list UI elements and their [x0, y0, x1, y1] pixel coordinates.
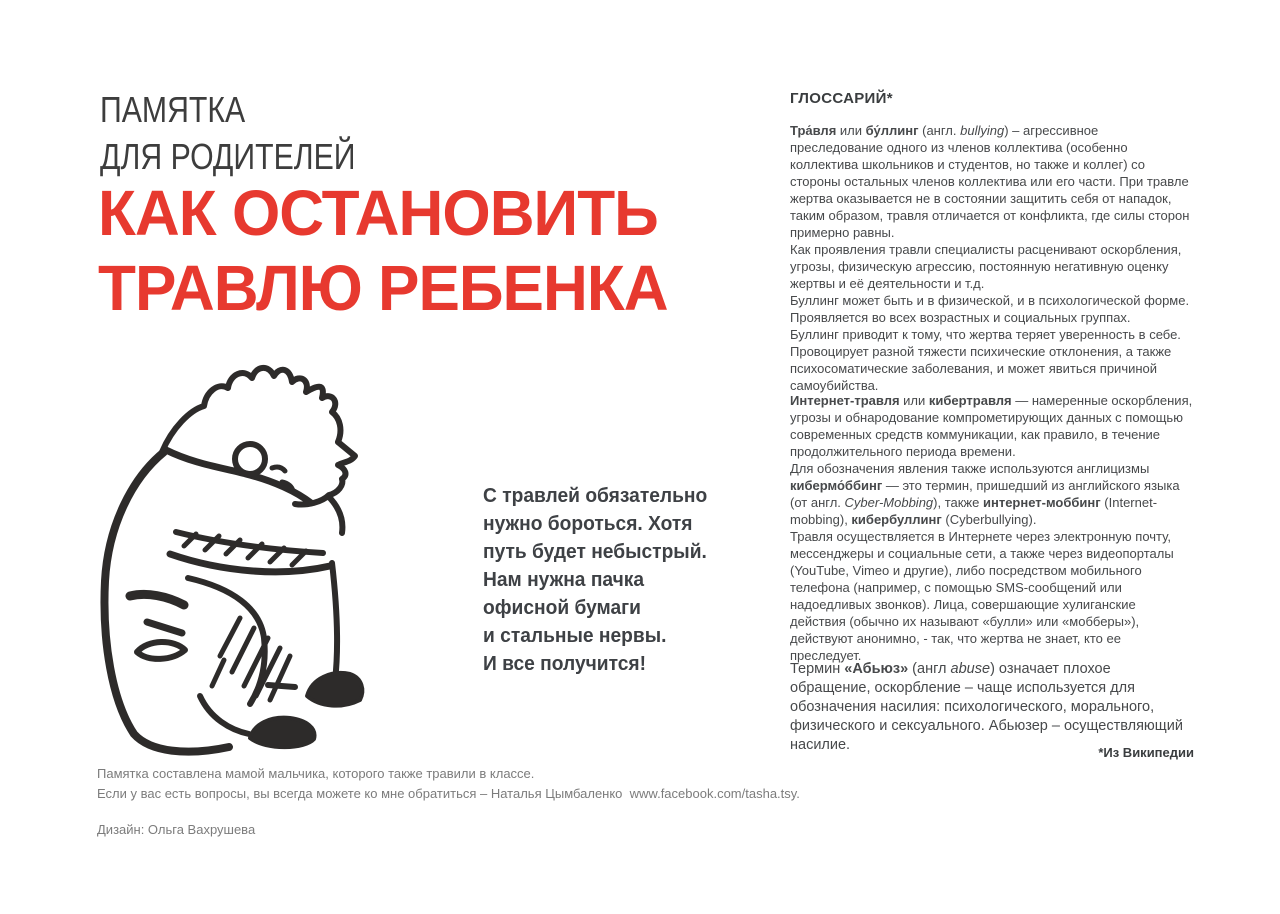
quote-line: и стальные нервы.	[483, 625, 667, 647]
glossary-text-segment: bullying	[960, 123, 1005, 138]
design-credit: Дизайн: Ольга Вахрушева	[97, 822, 256, 837]
glossary-text-segment: (англ.	[918, 123, 961, 138]
quote-line: С травлей обязательно	[483, 485, 708, 507]
glossary-text-segment: (Cyberbullying).	[941, 512, 1037, 527]
glossary-text-segment: (Internet-mobbing),	[790, 495, 1158, 527]
glossary-paragraph-bullying	[790, 122, 1194, 394]
glossary-text-segment: — это термин, пришедший из английского языка (от англ.	[790, 478, 1180, 510]
glossary-text-segment: ) означает плохое обращение, оскорбление – чаще используется для обозначения насилия: психологического, морального, физического и сексуального. Абьюзер – осуществляющий насилие.	[790, 661, 1183, 753]
quote-line: Нам нужна пачка	[483, 569, 645, 591]
footer-line-1: Памятка составлена мамой мальчика, которого также травили в классе.	[97, 766, 535, 781]
glossary-text-segment: или	[836, 123, 866, 138]
child-hugging-knees-illustration	[92, 356, 484, 768]
glossary-text-segment: Для обозначения явления также используются англицизмы	[790, 461, 1150, 476]
title-line-1: КАК ОСТАНОВИТЬ	[98, 177, 658, 249]
glossary-paragraph-abuse	[790, 660, 1194, 755]
glossary-text-segment: Как проявления травли специалисты расценивают оскорбления, угрозы, физическую агрессию, постоянную негативную оценку жертвы и её деятельности и т.д.	[790, 242, 1182, 291]
glossary-text-segment: Cyber-Mobbing	[844, 495, 934, 510]
glossary-text-segment: Провоцирует разной тяжести психические отклонения, а также психосоматические заболевания, и может явиться причиной самоубийства.	[790, 344, 1172, 393]
glossary-text-segment: Проявляется во всех возрастных и социальных группах.	[790, 310, 1131, 325]
glossary-text-segment: интернет-моббинг	[982, 495, 1101, 510]
wikipedia-footnote: *Из Википедии	[1098, 745, 1194, 760]
glossary-heading: ГЛОССАРИЙ*	[790, 90, 893, 107]
glossary-text-segment: (англ	[908, 661, 951, 677]
glossary-text-segment: ) – агрессивное преследование одного из членов коллектива (особенно коллектива школьников и студентов, но также и коллег) со стороны остальных членов коллектива или его части. При травле жертва оказывается не в состоянии защитить себя от нападок, таким образом, травля отличается от конфликта, где силы сторон примерно равны.	[790, 123, 1190, 240]
glossary-text-segment: бу́ллинг	[865, 123, 919, 138]
glossary-text-segment: или	[899, 393, 929, 408]
glossary-text-segment: «Абьюз»	[844, 661, 909, 677]
glossary-text-segment: Термин	[790, 661, 845, 677]
glossary-paragraph-cyberbullying	[790, 392, 1194, 664]
document-kicker	[100, 86, 356, 180]
quote-line: И все получится!	[483, 653, 647, 675]
footer-line-2	[97, 784, 800, 804]
glossary-text-segment: Буллинг приводит к тому, что жертва теряет уверенность в себе.	[790, 327, 1181, 342]
glossary-text-segment: Интернет-травля	[790, 393, 900, 408]
kicker-line-1: ПАМЯТКА	[100, 89, 246, 130]
quote-line: путь будет небыстрый.	[483, 541, 707, 563]
footer-contact-text: Если у вас есть вопросы, вы всегда можете ко мне обратиться – Наталья Цымбаленко	[97, 786, 630, 801]
glossary-text-segment: Травля осуществляется в Интернете через электронную почту, мессенджеры и социальные сети, а также через видеопорталы (YouTube, Vimeo и другие), либо посредством мобильного телефона (например, с помощью SMS-сообщений или надоедливых звонков). Лица, совершающие хулиганские действия (обычно их называют «булли» или «мобберы»), действуют анонимно, - так, что жертва не знает, кто ее преследует.	[790, 529, 1174, 663]
glossary-text-segment: — намеренные оскорбления, угрозы и обнародование компрометирующих данных с помощью современных средств коммуникации, как правило, в течение продолжительного периода времени.	[790, 393, 1193, 459]
glossary-text-segment: кибермо́ббинг	[790, 478, 883, 493]
title-line-2: ТРАВЛЮ РЕБЕНКА	[98, 252, 668, 324]
page-title	[98, 176, 668, 326]
quote-line: нужно бороться. Хотя	[483, 513, 693, 535]
glossary-text-segment: abuse	[950, 661, 991, 677]
facebook-link[interactable]: www.facebook.com/tasha.tsy.	[629, 786, 800, 801]
kicker-line-2: ДЛЯ РОДИТЕЛЕЙ	[100, 136, 356, 177]
glossary-text-segment: кибертравля	[928, 393, 1012, 408]
glossary-text-segment: Тра́вля	[790, 123, 837, 138]
quote-line: офисной бумаги	[483, 597, 641, 619]
footer-note	[97, 764, 800, 840]
encouragement-text	[483, 482, 707, 678]
glossary-text-segment: кибербуллинг	[851, 512, 942, 527]
glossary-text-segment: Буллинг может быть и в физической, и в психологической форме.	[790, 293, 1190, 308]
glossary-text-segment: ), также	[933, 495, 983, 510]
